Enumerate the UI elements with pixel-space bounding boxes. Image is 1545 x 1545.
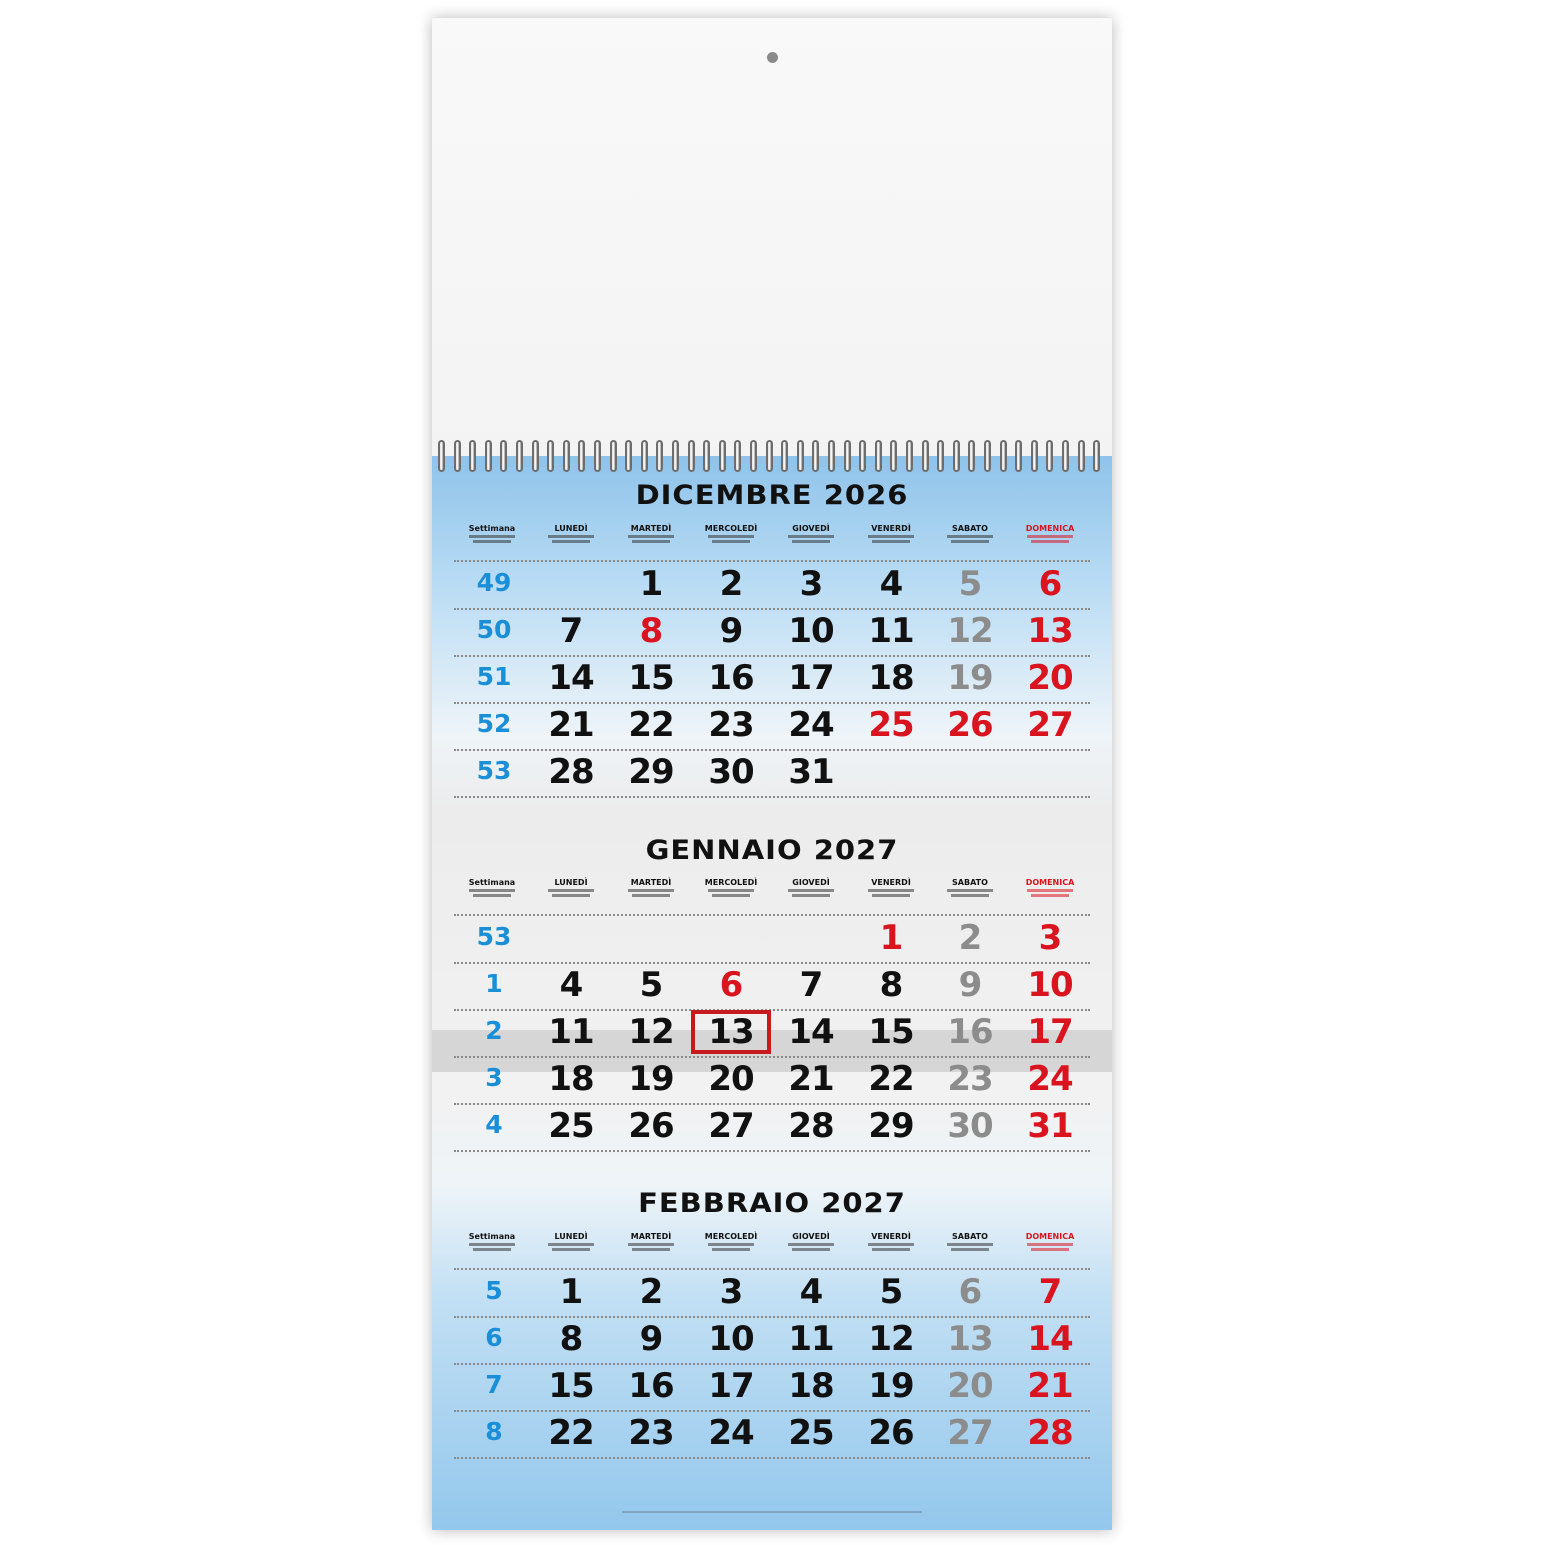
day-cell[interactable]: 4 <box>799 1272 823 1312</box>
spiral-coil <box>922 440 929 472</box>
day-cell[interactable]: 28 <box>788 1106 834 1146</box>
dotted-divider <box>454 702 1090 704</box>
day-cell[interactable]: 30 <box>708 752 754 792</box>
column-header <box>533 1232 609 1251</box>
spiral-coil <box>563 440 570 472</box>
column-header <box>773 878 849 897</box>
spiral-coil <box>937 440 944 472</box>
day-cell[interactable]: 3 <box>1038 918 1062 958</box>
day-cell[interactable]: 14 <box>548 658 594 698</box>
day-cell[interactable]: 17 <box>1027 1012 1073 1052</box>
day-cell[interactable]: 4 <box>879 564 903 604</box>
week-number: 4 <box>485 1110 503 1139</box>
column-header <box>853 878 929 897</box>
column-header <box>454 878 530 897</box>
day-cell[interactable]: 21 <box>788 1059 834 1099</box>
day-cell[interactable]: 18 <box>868 658 914 698</box>
week-number: 7 <box>485 1370 503 1399</box>
day-cell[interactable]: 3 <box>799 564 823 604</box>
spiral-coil <box>485 440 492 472</box>
day-cell[interactable]: 16 <box>947 1012 993 1052</box>
day-cell[interactable]: 27 <box>1027 705 1073 745</box>
column-header <box>853 1232 929 1251</box>
spiral-coil <box>797 440 804 472</box>
week-number: 52 <box>476 709 512 738</box>
day-cell[interactable]: 6 <box>1038 564 1062 604</box>
spiral-coil <box>812 440 819 472</box>
day-cell[interactable]: 10 <box>1027 965 1073 1005</box>
dotted-divider <box>454 914 1090 916</box>
spiral-coil <box>641 440 648 472</box>
hanging-hole <box>767 52 778 63</box>
day-cell[interactable]: 27 <box>708 1106 754 1146</box>
spiral-coil <box>734 440 741 472</box>
day-cell[interactable]: 25 <box>788 1413 834 1453</box>
spiral-coil <box>968 440 975 472</box>
day-cell[interactable]: 31 <box>788 752 834 792</box>
day-cell[interactable]: 16 <box>708 658 754 698</box>
column-header-label: VENERDÌ <box>871 878 911 887</box>
dotted-divider <box>454 1363 1090 1365</box>
day-cell[interactable]: 11 <box>788 1319 834 1359</box>
day-cell[interactable]: 8 <box>639 611 663 651</box>
spiral-coil <box>906 440 913 472</box>
spiral-coil <box>500 440 507 472</box>
day-cell[interactable]: 15 <box>548 1366 594 1406</box>
wall-calendar <box>432 18 1112 1530</box>
day-cell[interactable]: 26 <box>947 705 993 745</box>
day-cell[interactable]: 20 <box>1027 658 1073 698</box>
spiral-coil <box>610 440 617 472</box>
day-cell[interactable]: 19 <box>868 1366 914 1406</box>
day-cell[interactable]: 12 <box>947 611 993 651</box>
day-cell[interactable]: 24 <box>1027 1059 1073 1099</box>
column-header <box>613 1232 689 1251</box>
day-cell[interactable]: 3 <box>719 1272 743 1312</box>
spiral-coil <box>1078 440 1085 472</box>
advertising-header-area <box>432 18 1112 458</box>
day-cell[interactable]: 6 <box>958 1272 982 1312</box>
day-cell[interactable]: 5 <box>879 1272 903 1312</box>
column-header <box>853 524 929 543</box>
dotted-divider <box>454 1103 1090 1105</box>
column-header-label: LUNEDÌ <box>554 524 588 533</box>
week-number: 8 <box>485 1417 503 1446</box>
week-number: 53 <box>476 922 512 951</box>
spiral-coil <box>532 440 539 472</box>
column-header-label: LUNEDÌ <box>554 1232 588 1241</box>
column-header <box>932 524 1008 543</box>
day-cell[interactable]: 15 <box>868 1012 914 1052</box>
column-header <box>773 1232 849 1251</box>
week-number: 53 <box>476 756 512 785</box>
spiral-coil <box>672 440 679 472</box>
spiral-coil <box>578 440 585 472</box>
day-cell[interactable]: 11 <box>548 1012 594 1052</box>
week-number: 2 <box>485 1016 503 1045</box>
day-cell[interactable]: 30 <box>947 1106 993 1146</box>
dotted-divider <box>454 796 1090 798</box>
spiral-coil <box>844 440 851 472</box>
column-header <box>693 524 769 543</box>
month-title: FEBBRAIO 2027 <box>638 1187 906 1219</box>
spiral-coil <box>1062 440 1069 472</box>
column-header-label: SABATO <box>952 878 988 887</box>
dotted-divider <box>454 1316 1090 1318</box>
day-cell[interactable]: 9 <box>639 1319 663 1359</box>
column-header-label: GIOVEDÌ <box>792 1232 830 1241</box>
spiral-coil <box>890 440 897 472</box>
day-cell[interactable]: 22 <box>548 1413 594 1453</box>
day-cell[interactable]: 24 <box>708 1413 754 1453</box>
day-cell[interactable]: 8 <box>879 965 903 1005</box>
column-header <box>454 1232 530 1251</box>
spiral-coil <box>594 440 601 472</box>
week-number: 49 <box>476 568 512 597</box>
day-cell[interactable]: 26 <box>628 1106 674 1146</box>
column-header-label: VENERDÌ <box>871 524 911 533</box>
day-cell[interactable]: 21 <box>548 705 594 745</box>
day-cell[interactable]: 7 <box>559 611 583 651</box>
column-header <box>693 878 769 897</box>
spiral-coil <box>1015 440 1022 472</box>
day-cell[interactable]: 28 <box>1027 1413 1073 1453</box>
spiral-coil <box>953 440 960 472</box>
day-cell[interactable]: 4 <box>559 965 583 1005</box>
week-number: 51 <box>476 662 512 691</box>
day-cell[interactable]: 13 <box>1027 611 1073 651</box>
column-header-label: Settimana <box>468 878 516 887</box>
spiral-coil <box>656 440 663 472</box>
spiral-coil <box>703 440 710 472</box>
day-cell[interactable]: 19 <box>947 658 993 698</box>
day-cell[interactable]: 17 <box>708 1366 754 1406</box>
today-day-cell[interactable]: 13 <box>693 1012 769 1052</box>
day-cell[interactable]: 1 <box>639 564 663 604</box>
day-cell[interactable]: 13 <box>947 1319 993 1359</box>
column-header-label: VENERDÌ <box>871 1232 911 1241</box>
day-cell[interactable]: 5 <box>958 564 982 604</box>
spiral-coil <box>875 440 882 472</box>
column-header-label: GIOVEDÌ <box>792 524 830 533</box>
day-cell[interactable]: 26 <box>868 1413 914 1453</box>
day-cell[interactable]: 9 <box>958 965 982 1005</box>
day-cell[interactable]: 22 <box>628 705 674 745</box>
column-header <box>613 524 689 543</box>
day-cell[interactable]: 2 <box>719 564 743 604</box>
dotted-divider <box>454 1268 1090 1270</box>
column-header <box>613 878 689 897</box>
day-cell[interactable]: 2 <box>639 1272 663 1312</box>
day-cell[interactable]: 23 <box>628 1413 674 1453</box>
day-cell[interactable]: 20 <box>708 1059 754 1099</box>
day-cell[interactable]: 25 <box>868 705 914 745</box>
column-header-label: DOMENICA <box>1025 878 1075 887</box>
day-cell[interactable]: 6 <box>719 965 743 1005</box>
day-cell[interactable]: 9 <box>719 611 743 651</box>
spiral-coil <box>781 440 788 472</box>
week-number: 3 <box>485 1063 503 1092</box>
column-header-label: GIOVEDÌ <box>792 878 830 887</box>
column-header-label: DOMENICA <box>1025 1232 1075 1241</box>
column-header-label: LUNEDÌ <box>554 878 588 887</box>
column-header-label: SABATO <box>952 524 988 533</box>
spiral-coil <box>1046 440 1053 472</box>
day-cell[interactable]: 12 <box>628 1012 674 1052</box>
day-cell[interactable]: 16 <box>628 1366 674 1406</box>
day-cell[interactable]: 29 <box>628 752 674 792</box>
spiral-coil <box>454 440 461 472</box>
dotted-divider <box>454 1457 1090 1459</box>
day-cell[interactable]: 1 <box>879 918 903 958</box>
day-cell[interactable]: 18 <box>788 1366 834 1406</box>
week-number: 1 <box>485 969 503 998</box>
day-cell[interactable]: 7 <box>799 965 823 1005</box>
day-cell[interactable]: 29 <box>868 1106 914 1146</box>
day-cell[interactable]: 14 <box>1027 1319 1073 1359</box>
column-header <box>533 878 609 897</box>
column-header-label: MARTEDÌ <box>630 878 672 887</box>
day-cell[interactable]: 15 <box>628 658 674 698</box>
spiral-coil <box>688 440 695 472</box>
day-cell[interactable]: 1 <box>559 1272 583 1312</box>
column-header <box>533 524 609 543</box>
column-header-label: Settimana <box>468 524 516 533</box>
dotted-divider <box>454 1009 1090 1011</box>
spiral-coil <box>547 440 554 472</box>
spiral-coil <box>469 440 476 472</box>
day-cell[interactable]: 23 <box>947 1059 993 1099</box>
column-header-label: MARTEDÌ <box>630 524 672 533</box>
column-header-label: MERCOLEDÌ <box>704 524 758 533</box>
column-header-label: DOMENICA <box>1025 524 1075 533</box>
spiral-coil <box>516 440 523 472</box>
column-header-label: MERCOLEDÌ <box>704 878 758 887</box>
column-header <box>932 878 1008 897</box>
day-cell[interactable]: 27 <box>947 1413 993 1453</box>
column-header <box>1012 878 1088 897</box>
spiral-coil <box>750 440 757 472</box>
dotted-divider <box>454 560 1090 562</box>
month-title: GENNAIO 2027 <box>645 834 899 866</box>
day-cell[interactable]: 31 <box>1027 1106 1073 1146</box>
column-header <box>1012 1232 1088 1251</box>
day-cell[interactable]: 12 <box>868 1319 914 1359</box>
day-cell[interactable]: 5 <box>639 965 663 1005</box>
column-header-label: Settimana <box>468 1232 516 1241</box>
day-cell[interactable]: 17 <box>788 658 834 698</box>
column-header <box>773 524 849 543</box>
day-cell[interactable]: 18 <box>548 1059 594 1099</box>
dotted-divider <box>454 655 1090 657</box>
dotted-divider <box>454 1056 1090 1058</box>
day-cell[interactable]: 19 <box>628 1059 674 1099</box>
column-header <box>1012 524 1088 543</box>
footer-print-line <box>622 1511 922 1513</box>
spiral-coil <box>859 440 866 472</box>
spiral-coil <box>828 440 835 472</box>
day-cell[interactable]: 20 <box>947 1366 993 1406</box>
spiral-coil <box>984 440 991 472</box>
week-number: 50 <box>476 615 512 644</box>
day-cell[interactable]: 7 <box>1038 1272 1062 1312</box>
column-header <box>693 1232 769 1251</box>
spiral-coil <box>438 440 445 472</box>
day-cell[interactable]: 21 <box>1027 1366 1073 1406</box>
dotted-divider <box>454 749 1090 751</box>
month-title: DICEMBRE 2026 <box>635 479 909 511</box>
day-cell[interactable]: 10 <box>788 611 834 651</box>
day-cell[interactable]: 11 <box>868 611 914 651</box>
spiral-coil <box>1000 440 1007 472</box>
day-cell[interactable]: 8 <box>559 1319 583 1359</box>
day-cell[interactable]: 22 <box>868 1059 914 1099</box>
week-number: 5 <box>485 1276 503 1305</box>
spiral-coil <box>766 440 773 472</box>
column-header-label: SABATO <box>952 1232 988 1241</box>
dotted-divider <box>454 962 1090 964</box>
spiral-coil <box>719 440 726 472</box>
day-cell[interactable]: 25 <box>548 1106 594 1146</box>
spiral-coil <box>625 440 632 472</box>
column-header-label: MERCOLEDÌ <box>704 1232 758 1241</box>
dotted-divider <box>454 1150 1090 1152</box>
column-header <box>932 1232 1008 1251</box>
day-cell[interactable]: 24 <box>788 705 834 745</box>
column-header-label: MARTEDÌ <box>630 1232 672 1241</box>
day-cell[interactable]: 23 <box>708 705 754 745</box>
day-cell[interactable]: 2 <box>958 918 982 958</box>
day-cell[interactable]: 14 <box>788 1012 834 1052</box>
dotted-divider <box>454 1410 1090 1412</box>
day-cell[interactable]: 28 <box>548 752 594 792</box>
week-number: 6 <box>485 1323 503 1352</box>
column-header <box>454 524 530 543</box>
spiral-coil <box>1093 440 1100 472</box>
dotted-divider <box>454 608 1090 610</box>
day-cell[interactable]: 10 <box>708 1319 754 1359</box>
spiral-coil <box>1031 440 1038 472</box>
